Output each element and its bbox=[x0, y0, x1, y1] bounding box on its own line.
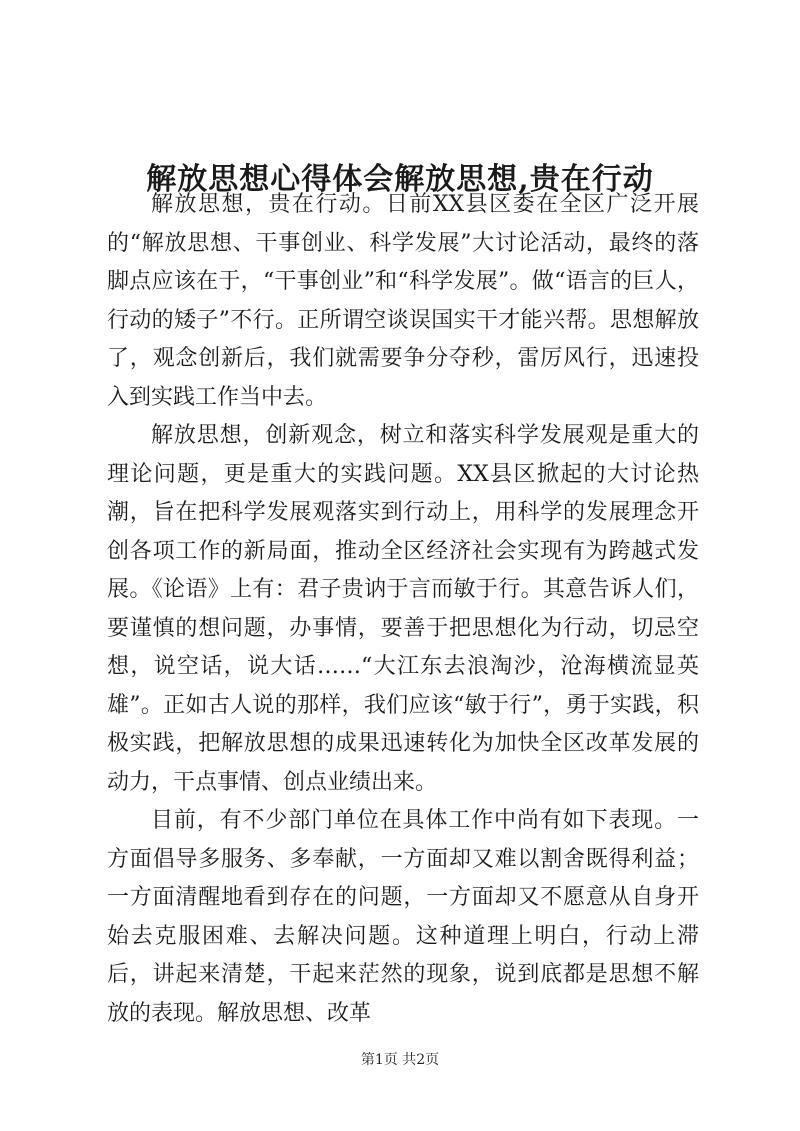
document-body bbox=[107, 186, 699, 1033]
document-title: 解放思想心得体会解放思想,贵在行动 bbox=[146, 162, 654, 198]
paragraph-3: 目前，有不少部门单位在具体工作中尚有如下表现。一方面倡导多服务、多奉献，一方面却又难以割舍既得利益；一方面清醒地看到存在的问题，一方面却又不愿意从自身开始去克服困难、去解决问题。这种道理上明白，行动上滞后，讲起来清楚，干起来茫然的现象，说到底都是思想不解放的表现。解放思想、改革 bbox=[107, 808, 699, 1026]
page-footer: 第1页 共2页 bbox=[360, 1052, 440, 1068]
paragraph-2: 解放思想，创新观念，树立和落实科学发展观是重大的理论问题，更是重大的实践问题。XX县区掀起的大讨论热潮，旨在把科学发展观落实到行动上，用科学的发展理念开创各项工作的新局面，推动全区经济社会实现有为跨越式发展。《论语》上有：君子贵讷于言而敏于行。其意告诉人们，要谨慎的想问题，办事情，要善于把思想化为行动，切忌空想，说空话，说大话……“大江东去浪淘沙，沧海横流显英雄”。正如古人说的那样，我们应该“敏于行”，勇于实践，积极实践，把解放思想的成果迅速转化为加快全区改革发展的动力，干点事情、创点业绩出来。 bbox=[107, 423, 699, 795]
paragraph-1: 解放思想，贵在行动。日前XX县区委在全区广泛开展的“解放思想、干事创业、科学发展”大讨论活动，最终的落脚点应该在于，“干事创业”和“科学发展”。做“语言的巨人，行动的矮子”不行。正所谓空谈误国实干才能兴帮。思想解放了，观念创新后，我们就需要争分夺秒，雷厉风行，迅速投入到实践工作当中去。 bbox=[107, 192, 699, 410]
